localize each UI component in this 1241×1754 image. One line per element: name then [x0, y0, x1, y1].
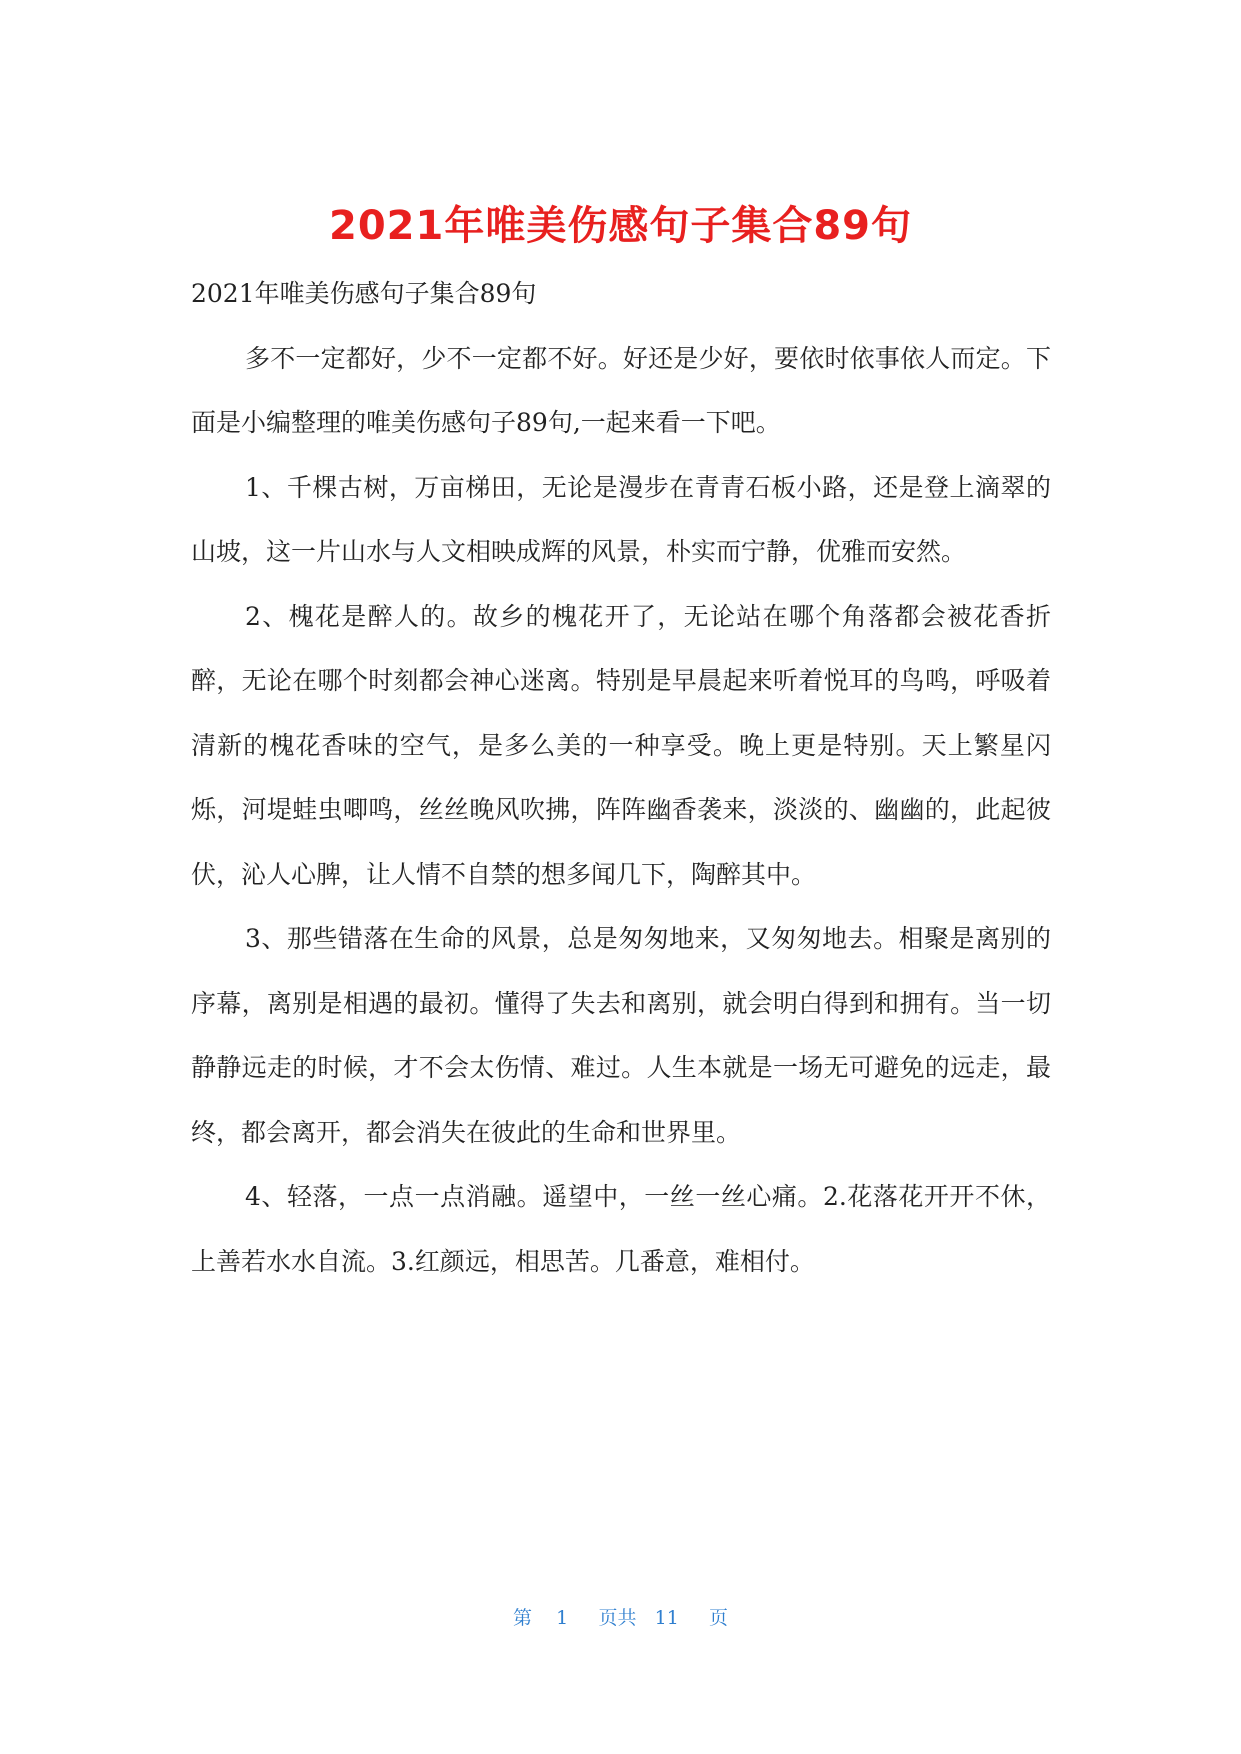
- subtitle-line: 2021年唯美伤感句子集合89句: [191, 279, 537, 308]
- paragraph-intro: 多不一定都好，少不一定都不好。好还是少好，要依时依事依人而定。下面是小编整理的唯美伤感句子89句,一起来看一下吧。: [191, 343, 1051, 437]
- footer-suffix: 页: [709, 1607, 729, 1629]
- paragraph-item-3: 3、那些错落在生命的风景，总是匆匆地来，又匆匆地去。相聚是离别的序幕，离别是相遇的最初。懂得了失去和离别，就会明白得到和拥有。当一切静静远走的时候，才不会太伤情、难过。人生本就是一场无可避免的远走，最终，都会离开，都会消失在彼此的生命和世界里。: [191, 924, 1051, 1147]
- footer-page-number: 1: [556, 1607, 569, 1629]
- paragraph-item-1: 1、千棵古树，万亩梯田，无论是漫步在青青石板小路，还是登上滴翠的山坡，这一片山水与人文相映成辉的风景，朴实而宁静，优雅而安然。: [191, 472, 1051, 566]
- paragraph-item-4: 4、轻落，一点一点消融。遥望中，一丝一丝心痛。2.花落花开开不休，上善若水水自流。3.红颜远，相思苦。几番意，难相付。: [191, 1182, 1051, 1276]
- footer-prefix: 第: [512, 1607, 532, 1629]
- document-title: 2021年唯美伤感句子集合89句: [329, 203, 912, 249]
- document-body: [191, 262, 1051, 1294]
- footer-middle: 页共: [598, 1607, 637, 1629]
- paragraph-item-2: 2、槐花是醉人的。故乡的槐花开了，无论站在哪个角落都会被花香折醉，无论在哪个时刻都会神心迷离。特别是早晨起来听着悦耳的鸟鸣，呼吸着清新的槐花香味的空气，是多么美的一种享受。晚上更是特别。天上繁星闪烁，河堤蛙虫唧鸣，丝丝晚风吹拂，阵阵幽香袭来，淡淡的、幽幽的，此起彼伏，沁人心脾，让人情不自禁的想多闻几下，陶醉其中。: [191, 601, 1051, 889]
- footer-total-pages: 11: [654, 1607, 679, 1629]
- page-footer: [0, 1604, 1241, 1632]
